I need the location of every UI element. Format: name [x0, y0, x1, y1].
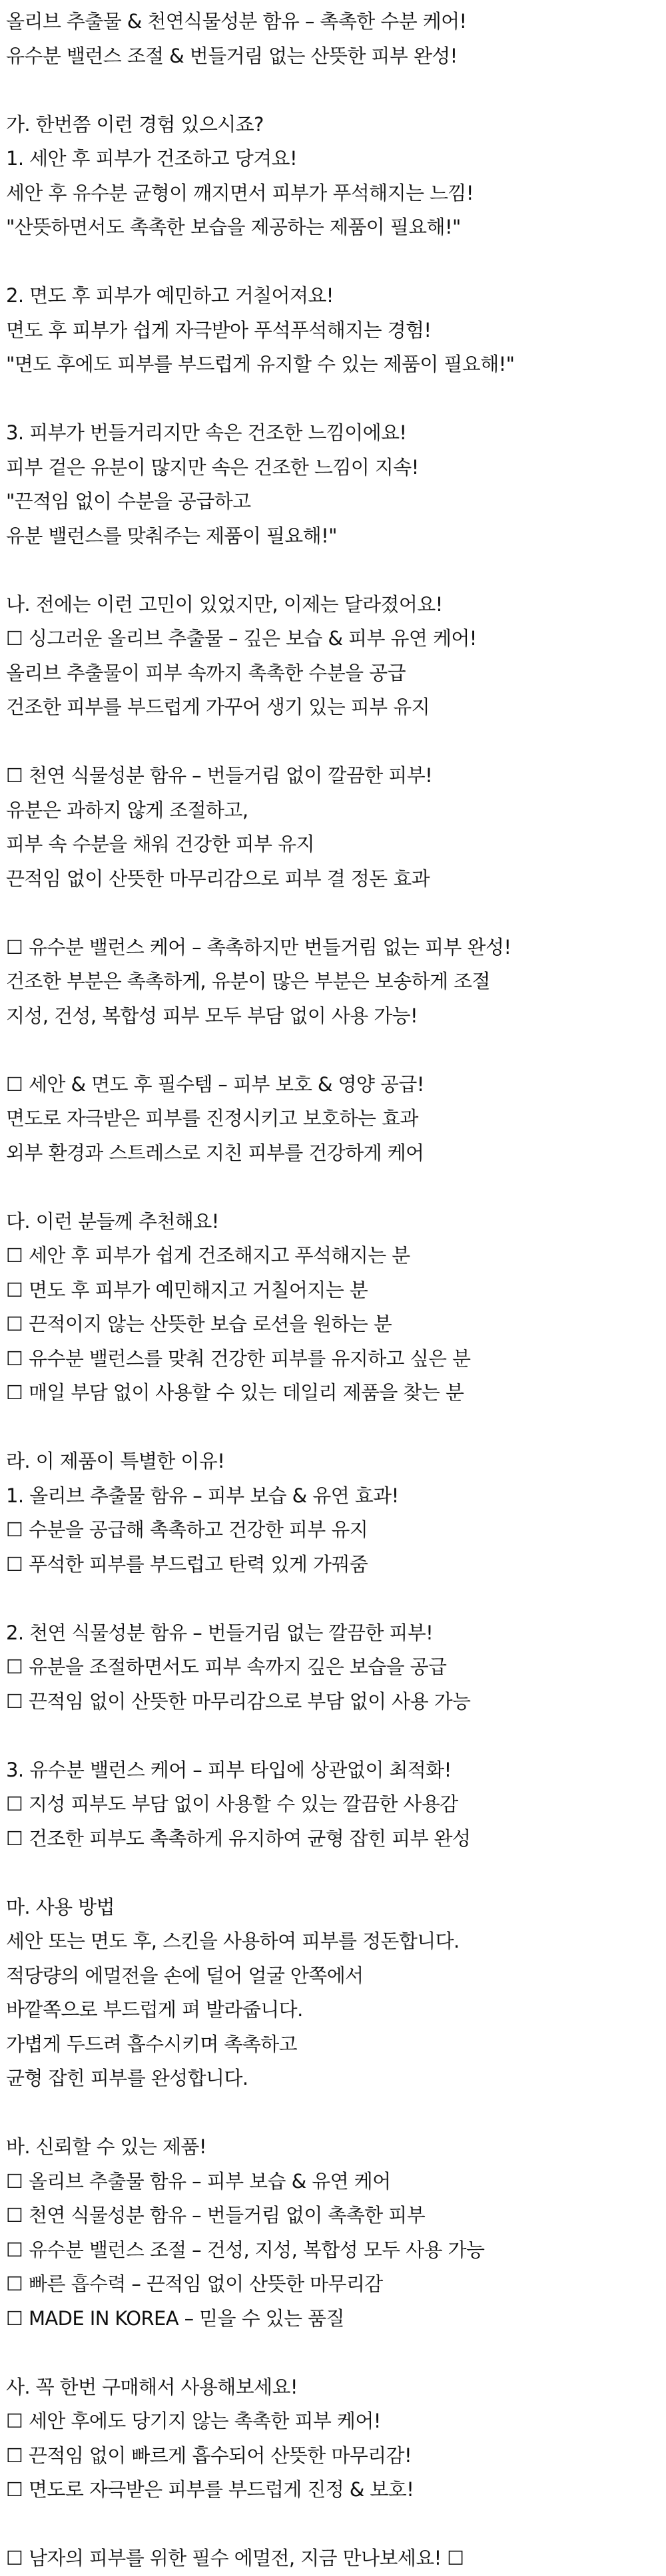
closing-line: ☐ 남자의 피부를 위한 필수 에멀전, 지금 만나보세요! ☐: [6, 2547, 464, 2569]
bullet-line: ☐ 올리브 추출물 함유 – 피부 보습 & 유연 케어: [6, 2169, 391, 2193]
bullet-line: ☐ 끈적이지 않는 산뜻한 보습 로션을 원하는 분: [6, 1313, 392, 1335]
text-line: 올리브 추출물 & 천연식물성분 함유 – 촉촉한 수분 케어!: [6, 10, 467, 33]
bullet-line: ☐ 유수분 밸런스 케어 – 촉촉하지만 번들거림 없는 피부 완성!: [6, 935, 511, 959]
bullet-line: ☐ 세안 후 피부가 쉽게 건조해지고 푸석해지는 분: [6, 1244, 410, 1267]
text-line: 유수분 밸런스 조절 & 번들거림 없는 산뜻한 피부 완성!: [6, 44, 458, 67]
text-line: 건조한 피부를 부드럽게 가꾸어 생기 있는 피부 유지: [6, 696, 430, 718]
text-line: 피부 속 수분을 채워 건강한 피부 유지: [6, 833, 314, 855]
text-line: 1. 올리브 추출물 함유 – 피부 보습 & 유연 효과!: [6, 1484, 399, 1507]
section-heading: 마. 사용 방법: [6, 1895, 115, 1918]
bullet-line: ☐ 천연 식물성분 함유 – 번들거림 없이 촉촉한 피부: [6, 2204, 426, 2227]
bullet-line: ☐ 싱그러운 올리브 추출물 – 깊은 보습 & 피부 유연 케어!: [6, 627, 477, 650]
text-line: "산뜻하면서도 촉촉한 보습을 제공하는 제품이 필요해!": [6, 216, 461, 238]
section-heading: 사. 꼭 한번 구매해서 사용해보세요!: [6, 2375, 298, 2398]
blank-line: [6, 1719, 666, 1753]
blank-line: [6, 1856, 666, 1890]
blank-line: [6, 553, 666, 588]
section-heading: 바. 신뢰할 수 있는 제품!: [6, 2135, 206, 2158]
text-line: "면도 후에도 피부를 부드럽게 유지할 수 있는 제품이 필요해!": [6, 353, 515, 375]
blank-line: [6, 2336, 666, 2370]
bullet-line: ☐ 유수분 밸런스 조절 – 건성, 지성, 복합성 모두 사용 가능: [6, 2238, 485, 2261]
blank-line: [6, 73, 666, 108]
bullet-line: ☐ 끈적임 없이 산뜻한 마무리감으로 부담 없이 사용 가능: [6, 1689, 471, 1713]
bullet-line: ☐ MADE IN KOREA – 믿을 수 있는 품질: [6, 2306, 344, 2330]
bullet-line: ☐ 유분을 조절하면서도 피부 속까지 깊은 보습을 공급: [6, 1655, 447, 1678]
blank-line: [6, 896, 666, 931]
bullet-line: ☐ 면도로 자극받은 피부를 부드럽게 진정 & 보호!: [6, 2478, 414, 2501]
text-line: 세안 후 유수분 균형이 깨지면서 피부가 푸석해지는 느낌!: [6, 181, 474, 204]
text-line: 건조한 부분은 촉촉하게, 유분이 많은 부분은 보송하게 조절: [6, 970, 490, 992]
text-line: 3. 유수분 밸런스 케어 – 피부 타입에 상관없이 최적화!: [6, 1758, 452, 1781]
blank-line: [6, 1410, 666, 1445]
text-line: 유분은 과하지 않게 조절하고,: [6, 798, 248, 821]
text-line: 2. 천연 식물성분 함유 – 번들거림 없는 깔끔한 피부!: [6, 1621, 434, 1644]
text-line: 면도로 자극받은 피부를 진정시키고 보호하는 효과: [6, 1107, 418, 1130]
bullet-line: ☐ 매일 부담 없이 사용할 수 있는 데일리 제품을 찾는 분: [6, 1381, 464, 1404]
blank-line: [6, 245, 666, 280]
text-line: 1. 세안 후 피부가 건조하고 당겨요!: [6, 147, 297, 170]
blank-line: [6, 1033, 666, 1068]
text-line: 2. 면도 후 피부가 예민하고 거칠어져요!: [6, 284, 334, 307]
text-line: 유분 밸런스를 맞춰주는 제품이 필요해!": [6, 524, 337, 547]
text-line: 끈적임 없이 산뜻한 마무리감으로 피부 결 정돈 효과: [6, 867, 430, 890]
bullet-line: ☐ 건조한 피부도 촉촉하게 유지하여 균형 잡힌 피부 완성: [6, 1826, 471, 1850]
section-heading: 라. 이 제품이 특별한 이유!: [6, 1450, 225, 1472]
text-line: 바깥쪽으로 부드럽게 펴 발라줍니다.: [6, 1998, 303, 2021]
blank-line: [6, 382, 666, 417]
bullet-line: ☐ 수분을 공급해 촉촉하고 건강한 피부 유지: [6, 1518, 368, 1541]
blank-line: [6, 725, 666, 759]
text-line: 피부 겉은 유분이 많지만 속은 건조한 느낌이 지속!: [6, 455, 419, 479]
text-line: 외부 환경과 스트레스로 지친 피부를 건강하게 케어: [6, 1141, 424, 1164]
blank-line: [6, 1582, 666, 1616]
bullet-line: ☐ 세안 & 면도 후 필수템 – 피부 보호 & 영양 공급!: [6, 1072, 424, 1096]
bullet-line: ☐ 끈적임 없이 빠르게 흡수되어 산뜻한 마무리감!: [6, 2444, 412, 2467]
bullet-line: ☐ 천연 식물성분 함유 – 번들거림 없이 깔끔한 피부!: [6, 764, 433, 787]
blank-line: [6, 2096, 666, 2131]
text-line: 지성, 건성, 복합성 피부 모두 부담 없이 사용 가능!: [6, 1004, 418, 1027]
blank-line: [6, 2507, 666, 2542]
text-line: 가볍게 두드려 흡수시키며 촉촉하고: [6, 2032, 298, 2055]
text-line: "끈적임 없이 수분을 공급하고: [6, 490, 251, 513]
text-line: 세안 또는 면도 후, 스킨을 사용하여 피부를 정돈합니다.: [6, 1930, 460, 1952]
bullet-line: ☐ 지성 피부도 부담 없이 사용할 수 있는 깔끔한 사용감: [6, 1793, 458, 1815]
text-line: 적당량의 에멀전을 손에 덜어 얼굴 안쪽에서: [6, 1964, 364, 1987]
section-heading: 가. 한번쯤 이런 경험 있으시죠?: [6, 112, 264, 136]
text-line: 면도 후 피부가 쉽게 자극받아 푸석푸석해지는 경험!: [6, 318, 432, 341]
text-line: 3. 피부가 번들거리지만 속은 건조한 느낌이에요!: [6, 421, 407, 444]
text-line: 균형 잡힌 피부를 완성합니다.: [6, 2067, 248, 2089]
text-line: 올리브 추출물이 피부 속까지 촉촉한 수분을 공급: [6, 661, 406, 684]
blank-line: [6, 1170, 666, 1205]
bullet-line: ☐ 면도 후 피부가 예민해지고 거칠어지는 분: [6, 1278, 368, 1301]
bullet-line: ☐ 유수분 밸런스를 맞춰 건강한 피부를 유지하고 싶은 분: [6, 1347, 471, 1370]
bullet-line: ☐ 빠른 흡수력 – 끈적임 없이 산뜻한 마무리감: [6, 2272, 383, 2295]
section-heading: 다. 이런 분들께 추천해요!: [6, 1209, 219, 1233]
bullet-line: ☐ 푸석한 피부를 부드럽고 탄력 있게 가꿔줌: [6, 1552, 368, 1576]
section-heading: 나. 전에는 이런 고민이 있었지만, 이제는 달라졌어요!: [6, 592, 443, 616]
bullet-line: ☐ 세안 후에도 당기지 않는 촉촉한 피부 케어!: [6, 2410, 381, 2432]
